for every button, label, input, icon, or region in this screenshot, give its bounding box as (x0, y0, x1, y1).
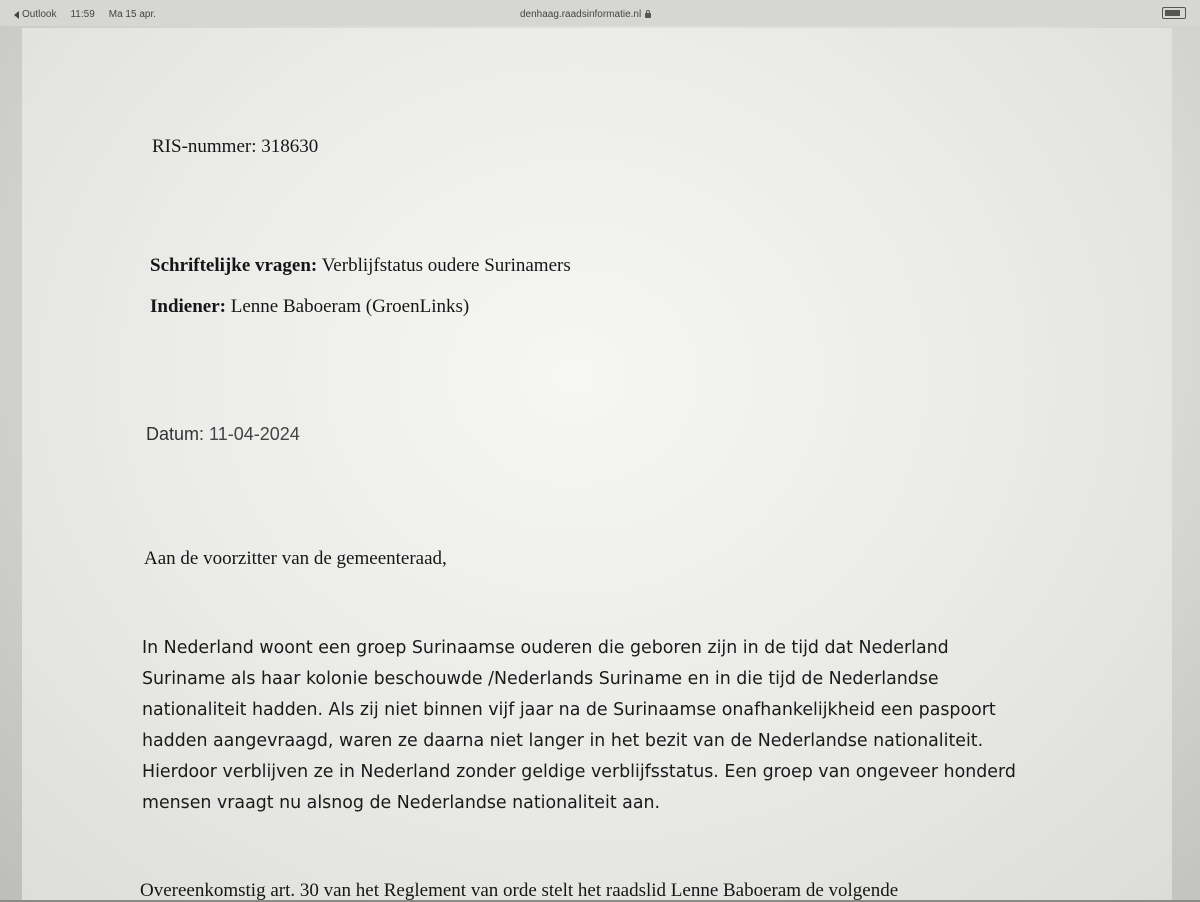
subject-label: Schriftelijke vragen: (150, 255, 318, 276)
address-bar[interactable] (520, 9, 651, 20)
intro-line: nationaliteit hadden. Als zij niet binnen vijf jaar na de Surinaamse onafhankelijkheid een paspoort (142, 700, 996, 720)
intro-line: mensen vraagt nu alsnog de Nederlandse nationaliteit aan. (142, 793, 661, 813)
document-page (22, 28, 1172, 900)
back-to-app-link[interactable] (14, 9, 56, 20)
salutation: Aan de voorzitter van de gemeenteraad, (144, 548, 447, 569)
date: Ma 15 apr. (108, 9, 157, 20)
submitter-line (150, 296, 469, 318)
battery-icon (1162, 7, 1186, 19)
intro-paragraph (142, 633, 1062, 819)
ris-label: RIS-nummer: (152, 136, 257, 157)
date-line (146, 424, 300, 445)
submitter-value: Lenne Baboeram (GroenLinks) (230, 296, 470, 317)
lock-icon (645, 13, 651, 18)
date-value: 11-04-2024 (209, 424, 300, 444)
submitter-label: Indiener: (150, 296, 226, 317)
subject-value: Verblijfstatus oudere Surinamers (321, 255, 571, 276)
intro-line: In Nederland woont een groep Surinaamse ouderen die geboren zijn in de tijd dat Nederland (142, 638, 949, 658)
back-app-label: Outlook (22, 9, 57, 20)
date-label: Datum: (146, 424, 205, 444)
ris-number (152, 136, 318, 158)
ris-value: 318630 (261, 136, 319, 157)
intro-line: Suriname als haar kolonie beschouwde /Nederlands Suriname en in die tijd de Nederlandse (142, 669, 939, 689)
back-arrow-icon (14, 11, 19, 19)
intro-line: Hierdoor verblijven ze in Nederland zonder geldige verblijfsstatus. Een groep van ongeveer honderd (142, 762, 1016, 782)
status-bar (0, 0, 1200, 26)
intro-line: hadden aangevraagd, waren ze daarna niet langer in het bezit van de Nederlandse nationaliteit. (142, 731, 984, 751)
subject-line (150, 255, 571, 277)
next-paragraph: Overeenkomstig art. 30 van het Reglement van orde stelt het raadslid Lenne Baboeram de volgende (140, 880, 899, 901)
clock: 11:59 (70, 9, 95, 20)
url-text: denhaag.raadsinformatie.nl (520, 9, 642, 20)
status-left (14, 9, 156, 20)
